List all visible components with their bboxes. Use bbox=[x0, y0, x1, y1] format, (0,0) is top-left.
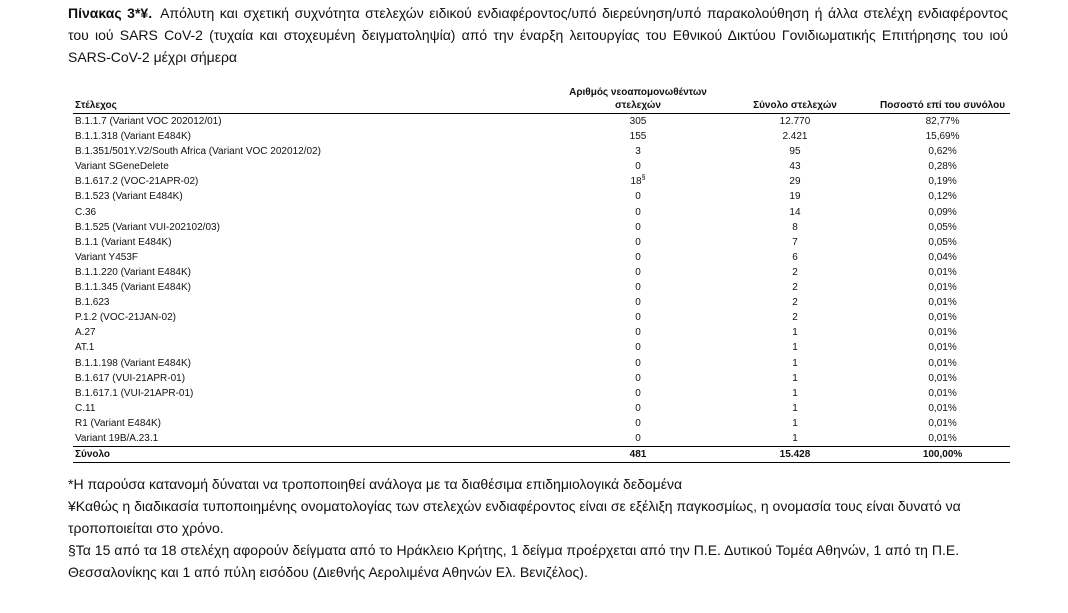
strains-table-header bbox=[73, 84, 1010, 114]
table-caption-label: Πίνακας 3*¥. bbox=[68, 5, 153, 21]
new-isolated-cell: 0 bbox=[635, 402, 641, 414]
total-cell: 29 bbox=[789, 176, 801, 188]
percent-cell: 0,01% bbox=[928, 402, 957, 414]
strains-table-body bbox=[73, 114, 1010, 447]
new-isolated-cell: 0 bbox=[635, 357, 641, 369]
new-isolated-cell: 0 bbox=[635, 266, 641, 278]
strain-cell: AT.1 bbox=[75, 342, 95, 354]
table-row bbox=[73, 356, 1010, 371]
total-cell: 1 bbox=[792, 372, 798, 384]
footnote-mark: § bbox=[641, 175, 646, 183]
strain-cell: B.1.1.318 (Variant E484K) bbox=[75, 131, 191, 143]
total-row-total: 15.428 bbox=[715, 447, 875, 463]
total-cell: 19 bbox=[789, 191, 801, 203]
percent-cell: 0,01% bbox=[928, 357, 957, 369]
new-isolated-cell: 0 bbox=[635, 161, 641, 173]
strain-cell: B.1.1 (Variant E484K) bbox=[75, 236, 172, 248]
table-row bbox=[73, 401, 1010, 416]
table-row bbox=[73, 386, 1010, 401]
percent-cell: 0,62% bbox=[928, 146, 957, 158]
total-cell: 1 bbox=[792, 342, 798, 354]
table-row bbox=[73, 205, 1010, 220]
strains-table-footer bbox=[73, 447, 1010, 463]
table-row bbox=[73, 129, 1010, 144]
strain-cell: B.1.1.345 (Variant E484K) bbox=[75, 282, 191, 294]
total-cell: 2 bbox=[792, 312, 798, 324]
strain-cell: B.1.617.1 (VUI-21APR-01) bbox=[75, 387, 194, 399]
percent-cell: 0,09% bbox=[928, 206, 957, 218]
header-total: Σύνολο στελεχών bbox=[715, 84, 875, 114]
percent-cell: 0,05% bbox=[928, 236, 957, 248]
new-isolated-cell bbox=[561, 174, 715, 189]
new-isolated-cell: 0 bbox=[635, 387, 641, 399]
total-cell: 1 bbox=[792, 327, 798, 339]
strain-cell: B.1.623 bbox=[75, 297, 110, 309]
total-cell: 8 bbox=[792, 221, 798, 233]
table-row bbox=[73, 174, 1010, 189]
footnote-yen: ¥Καθώς η διαδικασία τυποποιημένης ονοματολογίας των στελεχών ενδιαφέροντος είναι σε εξέλιξη παγκοσμίως, η ονομασία τους είναι δυνατό να τροποποιείται στο χρόνο. bbox=[68, 498, 961, 536]
total-cell: 7 bbox=[792, 236, 798, 248]
total-cell: 2 bbox=[792, 282, 798, 294]
total-cell: 2 bbox=[792, 297, 798, 309]
strain-cell: C.36 bbox=[75, 206, 97, 218]
strain-cell: R1 (Variant E484K) bbox=[75, 417, 161, 429]
table-row bbox=[73, 189, 1010, 204]
strains-table bbox=[73, 84, 1010, 463]
strain-cell: A.27 bbox=[75, 327, 96, 339]
header-new-isolated: Αριθμός νεοαπομονωθέντων στελεχών bbox=[561, 84, 715, 114]
strain-cell: B.1.1.220 (Variant E484K) bbox=[75, 266, 191, 278]
percent-cell: 0,01% bbox=[928, 266, 957, 278]
total-cell: 14 bbox=[789, 206, 801, 218]
total-cell: 12.770 bbox=[779, 116, 811, 127]
total-cell: 1 bbox=[792, 432, 798, 444]
table-row bbox=[73, 220, 1010, 235]
percent-cell: 0,04% bbox=[928, 251, 957, 263]
percent-cell: 0,19% bbox=[928, 176, 957, 188]
total-cell: 1 bbox=[792, 357, 798, 369]
percent-cell: 0,01% bbox=[928, 432, 957, 444]
percent-cell: 0,28% bbox=[928, 161, 957, 173]
table-row bbox=[73, 159, 1010, 174]
total-row bbox=[73, 447, 1010, 463]
strain-cell: Variant Y453F bbox=[75, 251, 139, 263]
percent-cell: 82,77% bbox=[925, 116, 960, 127]
header-percent: Ποσοστό επί του συνόλου bbox=[875, 84, 1010, 114]
new-isolated-cell: 305 bbox=[629, 116, 647, 127]
table-row bbox=[73, 144, 1010, 159]
strain-cell: Variant SGeneDelete bbox=[75, 161, 169, 173]
new-isolated-cell: 0 bbox=[635, 372, 641, 384]
percent-cell: 0,01% bbox=[928, 417, 957, 429]
header-row bbox=[73, 84, 1010, 114]
footnote-asterisk: *Η παρούσα κατανομή δύναται να τροποποιηθεί ανάλογα με τα διαθέσιμα επιδημιολογικά δεδομένα bbox=[68, 476, 683, 492]
new-isolated-cell: 0 bbox=[635, 342, 641, 354]
table-row bbox=[73, 295, 1010, 310]
percent-cell: 0,01% bbox=[928, 282, 957, 294]
new-isolated-cell: 0 bbox=[635, 282, 641, 294]
new-isolated-cell: 0 bbox=[635, 432, 641, 444]
new-isolated-value: 18 bbox=[630, 176, 642, 188]
strain-cell: C.11 bbox=[75, 402, 96, 414]
table-row bbox=[73, 325, 1010, 340]
new-isolated-cell: 0 bbox=[635, 191, 641, 203]
new-isolated-cell: 0 bbox=[635, 297, 641, 309]
footnote-section: §Τα 15 από τα 18 στελέχη αφορούν δείγματα από το Ηράκλειο Κρήτης, 1 δείγμα προέρχεται από την Π.Ε. Δυτικού Τομέα Αθηνών, 1 από τη Π.Ε. Θεσσαλονίκης και 1 από πύλη εισόδου (Διεθνής Αερολιμένα Αθηνών Ελ. Βενιζέλος). bbox=[68, 542, 960, 580]
new-isolated-cell: 0 bbox=[635, 327, 641, 339]
strain-cell: B.1.1.198 (Variant E484K) bbox=[75, 357, 191, 369]
table-caption-text: Απόλυτη και σχετική συχνότητα στελεχών ειδικού ενδιαφέροντος/υπό διερεύνηση/υπό παρακολούθηση ή άλλα στελέχη ενδιαφέροντος του ιού SARS CoV-2 (τυχαία και στοχευμένη δειγματοληψία) από την έναρξη λειτουργίας του Εθνικού Δικτύου Γονιδιωματικής Επιτήρησης του ιού SARS-CoV-2 μέχρι σήμερα bbox=[68, 5, 1008, 65]
table-row bbox=[73, 416, 1010, 431]
percent-cell: 0,01% bbox=[928, 327, 957, 339]
total-cell: 2.421 bbox=[782, 131, 808, 143]
strain-cell: Variant 19B/A.23.1 bbox=[75, 432, 159, 444]
strain-cell: B.1.351/501Y.V2/South Africa (Variant VOC 202012/02) bbox=[75, 146, 321, 158]
percent-cell: 15,69% bbox=[925, 131, 960, 143]
new-isolated-cell: 0 bbox=[635, 221, 641, 233]
header-strain: Στέλεχος bbox=[73, 84, 561, 114]
percent-cell: 0,01% bbox=[928, 312, 957, 324]
new-isolated-cell: 0 bbox=[635, 236, 641, 248]
percent-cell: 0,01% bbox=[928, 372, 957, 384]
percent-cell: 0,12% bbox=[928, 191, 957, 203]
new-isolated-cell: 155 bbox=[629, 131, 647, 143]
footnotes bbox=[68, 473, 1008, 583]
table-row bbox=[73, 310, 1010, 325]
total-cell: 1 bbox=[792, 417, 798, 429]
table-row bbox=[73, 371, 1010, 386]
table-row bbox=[73, 265, 1010, 280]
strain-cell: B.1.617 (VUI-21APR-01) bbox=[75, 372, 186, 384]
total-cell: 2 bbox=[792, 266, 798, 278]
total-cell: 43 bbox=[789, 161, 801, 173]
total-cell: 6 bbox=[792, 251, 798, 263]
percent-cell: 0,01% bbox=[928, 297, 957, 309]
strain-cell: B.1.523 (Variant E484K) bbox=[75, 191, 183, 203]
percent-cell: 0,01% bbox=[928, 387, 957, 399]
table-row bbox=[73, 114, 1010, 130]
table-caption bbox=[68, 2, 1008, 68]
table-row bbox=[73, 280, 1010, 295]
table-row bbox=[73, 235, 1010, 250]
new-isolated-cell: 0 bbox=[635, 312, 641, 324]
new-isolated-cell: 0 bbox=[635, 206, 641, 218]
table-row bbox=[73, 431, 1010, 447]
strain-cell: B.1.1.7 (Variant VOC 202012/01) bbox=[75, 116, 222, 127]
total-cell: 95 bbox=[789, 146, 801, 158]
new-isolated-cell: 0 bbox=[635, 417, 641, 429]
strain-cell: B.1.617.2 (VOC-21APR-02) bbox=[75, 176, 199, 188]
strain-cell: B.1.525 (Variant VUI-202102/03) bbox=[75, 221, 220, 233]
new-isolated-cell: 0 bbox=[635, 251, 641, 263]
table-row bbox=[73, 250, 1010, 265]
total-row-percent: 100,00% bbox=[875, 447, 1010, 463]
strain-cell: P.1.2 (VOC-21JAN-02) bbox=[75, 312, 176, 324]
percent-cell: 0,05% bbox=[928, 221, 957, 233]
total-row-new: 481 bbox=[561, 447, 715, 463]
percent-cell: 0,01% bbox=[928, 342, 957, 354]
total-row-label: Σύνολο bbox=[73, 447, 561, 463]
new-isolated-cell: 3 bbox=[635, 146, 641, 158]
total-cell: 1 bbox=[792, 387, 798, 399]
table-row bbox=[73, 340, 1010, 355]
total-cell: 1 bbox=[792, 402, 798, 414]
